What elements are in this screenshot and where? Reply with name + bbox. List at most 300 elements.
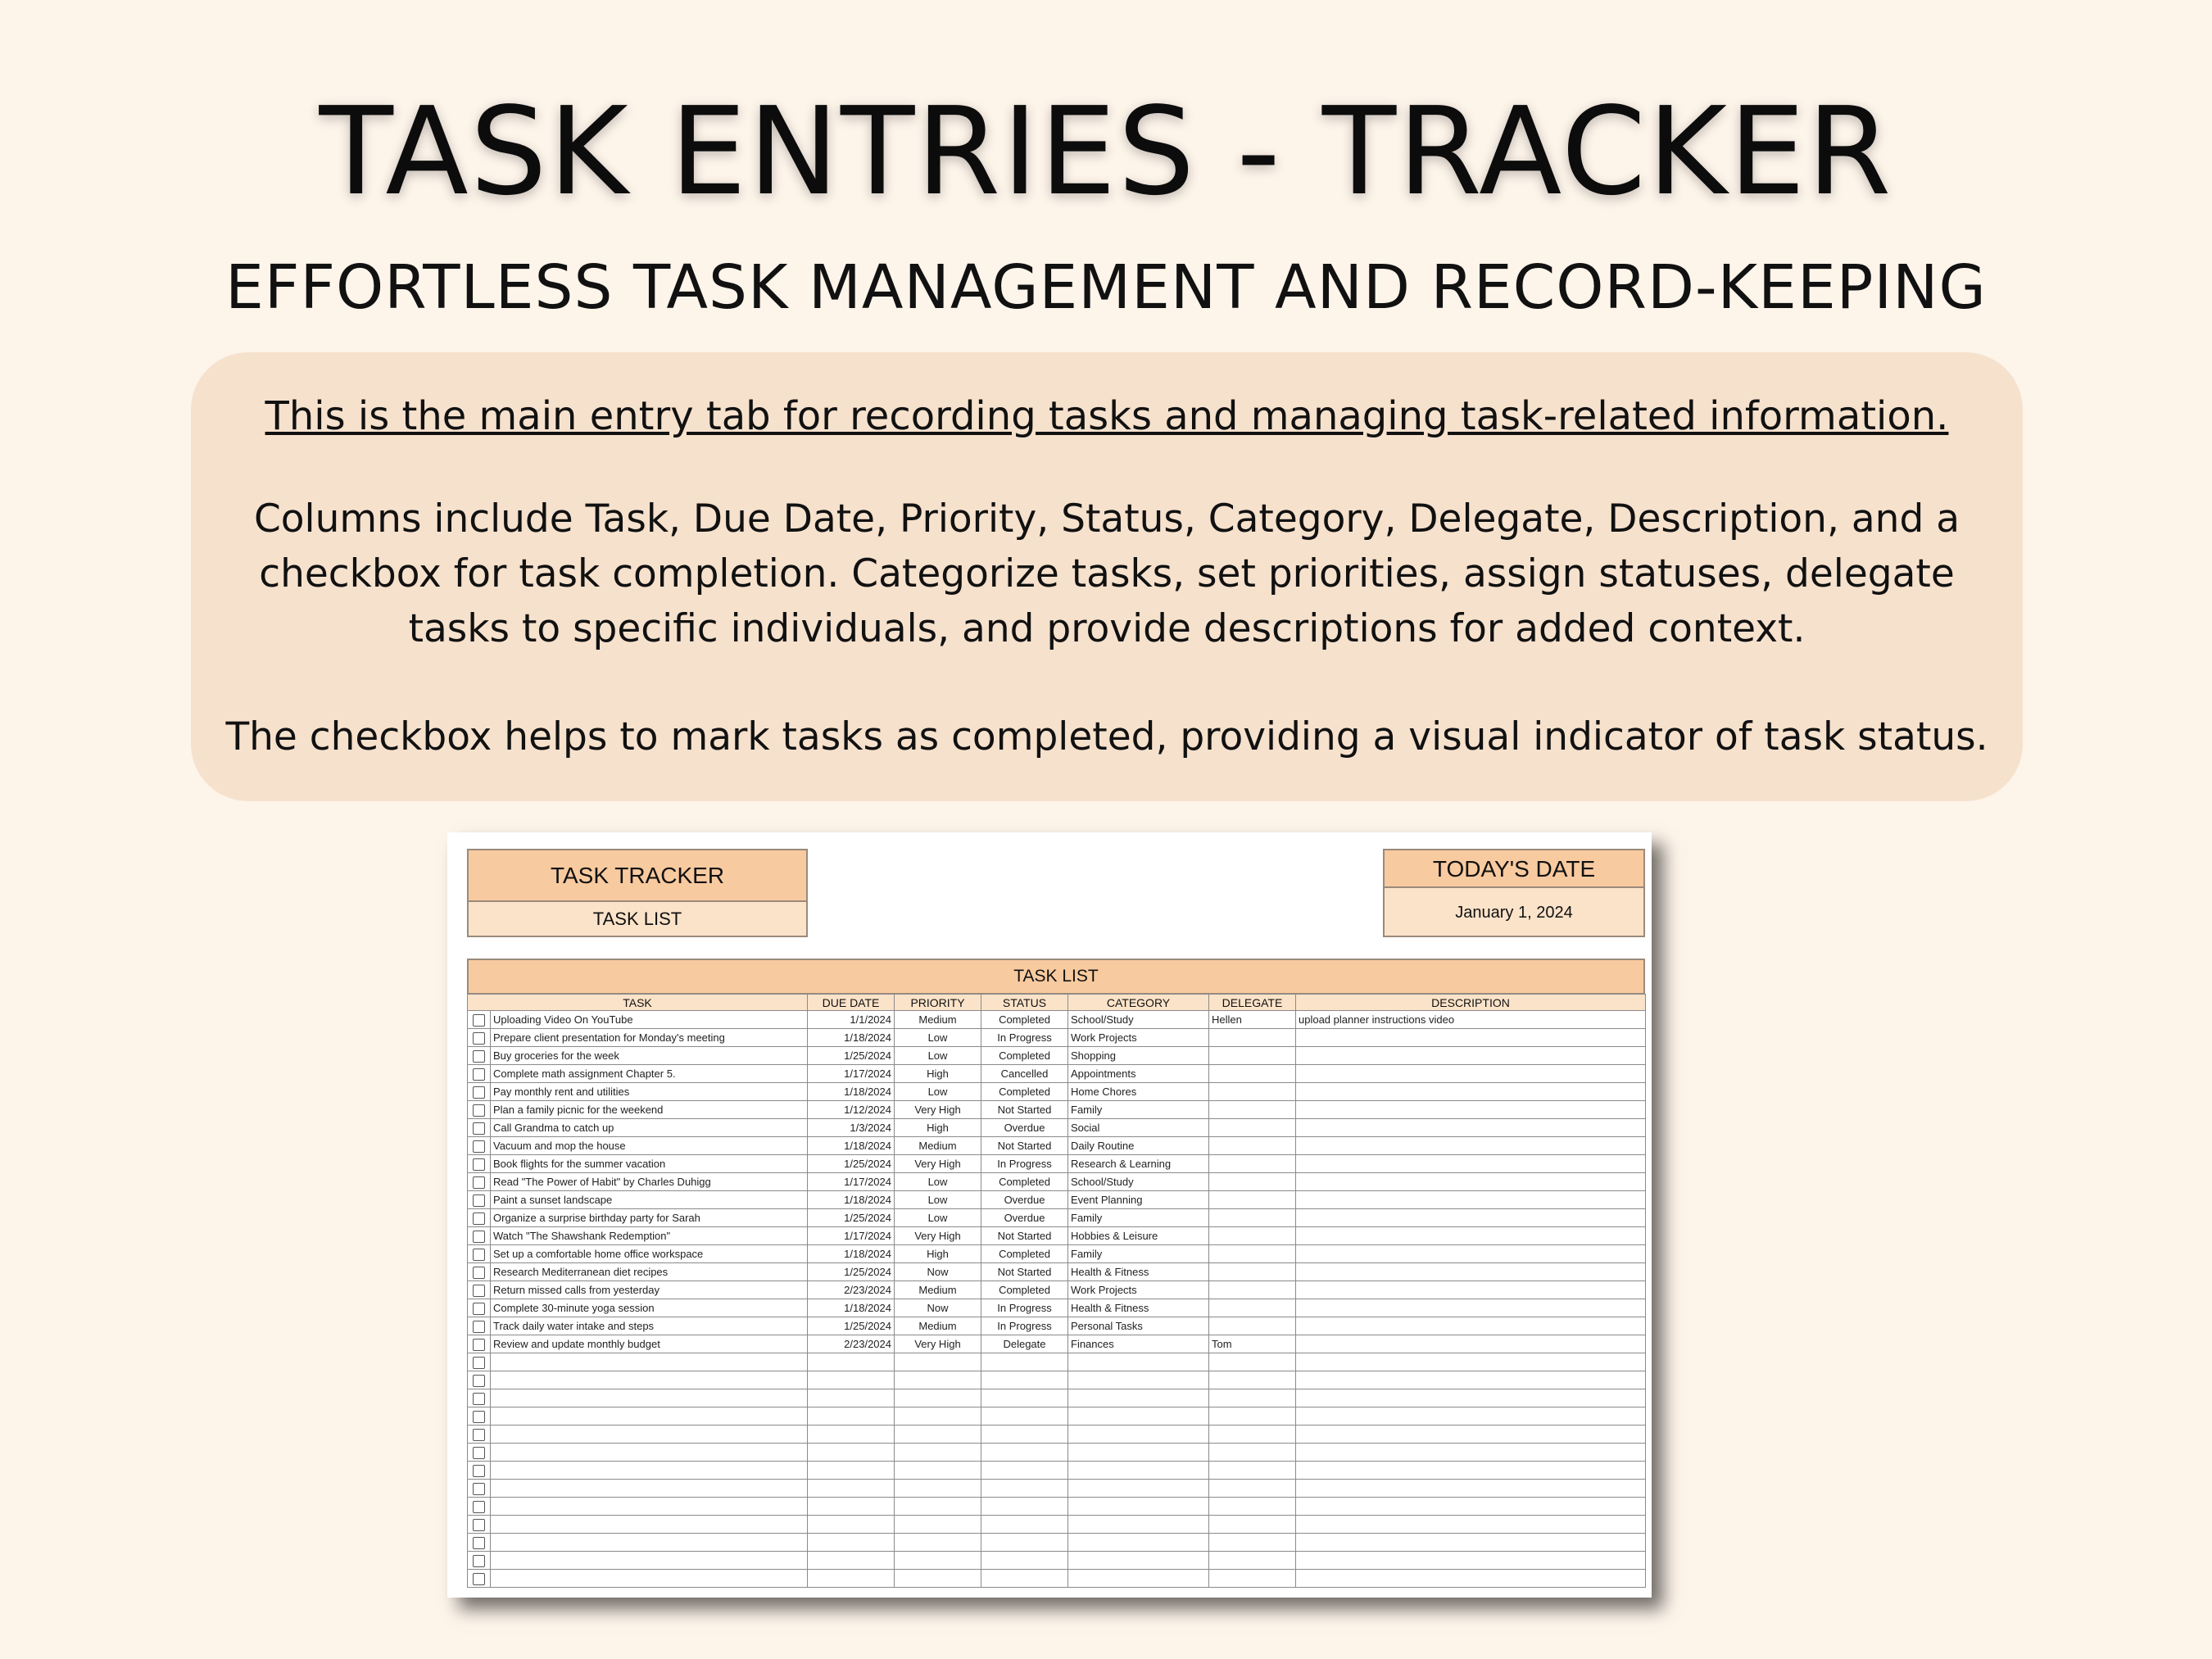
delegate-cell[interactable] [1209, 1353, 1296, 1371]
category-cell[interactable] [1068, 1534, 1209, 1552]
task-cell[interactable]: Track daily water intake and steps [491, 1317, 808, 1335]
completion-checkbox[interactable] [473, 1140, 485, 1153]
description-cell[interactable] [1296, 1101, 1646, 1119]
priority-cell[interactable]: High [895, 1065, 981, 1083]
category-cell[interactable] [1068, 1371, 1209, 1389]
completion-checkbox[interactable] [473, 1321, 485, 1333]
delegate-cell[interactable]: Tom [1209, 1335, 1296, 1353]
priority-cell[interactable]: Low [895, 1191, 981, 1209]
task-cell[interactable]: Complete 30-minute yoga session [491, 1299, 808, 1317]
today-date-label: TODAY'S DATE [1383, 849, 1645, 888]
completion-checkbox[interactable] [473, 1537, 485, 1549]
priority-cell[interactable]: Now [895, 1299, 981, 1317]
task-cell[interactable] [491, 1516, 808, 1534]
task-cell[interactable] [491, 1534, 808, 1552]
status-cell[interactable] [981, 1353, 1068, 1371]
delegate-cell[interactable] [1209, 1029, 1296, 1047]
due-date-cell[interactable]: 1/25/2024 [808, 1047, 895, 1065]
status-cell[interactable]: Overdue [981, 1119, 1068, 1137]
description-cell[interactable] [1296, 1480, 1646, 1498]
column-header-status: STATUS [981, 995, 1068, 1011]
completion-checkbox-cell [468, 1083, 491, 1101]
description-cell[interactable] [1296, 1462, 1646, 1480]
description-cell[interactable] [1296, 1299, 1646, 1317]
description-cell[interactable] [1296, 1173, 1646, 1191]
delegate-cell[interactable] [1209, 1498, 1296, 1516]
completion-checkbox[interactable] [473, 1339, 485, 1351]
completion-checkbox[interactable] [473, 1176, 485, 1189]
status-cell[interactable]: In Progress [981, 1029, 1068, 1047]
due-date-cell[interactable]: 1/18/2024 [808, 1191, 895, 1209]
delegate-cell[interactable] [1209, 1065, 1296, 1083]
priority-cell[interactable]: Very High [895, 1335, 981, 1353]
due-date-cell[interactable]: 1/18/2024 [808, 1299, 895, 1317]
status-cell[interactable] [981, 1480, 1068, 1498]
description-cell[interactable] [1296, 1570, 1646, 1588]
completion-checkbox-cell [468, 1444, 491, 1462]
task-cell[interactable]: Buy groceries for the week [491, 1047, 808, 1065]
task-cell[interactable]: Return missed calls from yesterday [491, 1281, 808, 1299]
task-cell[interactable] [491, 1552, 808, 1570]
status-cell[interactable]: Cancelled [981, 1065, 1068, 1083]
category-cell[interactable]: Hobbies & Leisure [1068, 1227, 1209, 1245]
task-cell[interactable] [491, 1371, 808, 1389]
delegate-cell[interactable] [1209, 1281, 1296, 1299]
status-cell[interactable]: In Progress [981, 1299, 1068, 1317]
due-date-cell[interactable]: 1/3/2024 [808, 1119, 895, 1137]
status-cell[interactable]: Delegate [981, 1335, 1068, 1353]
task-cell[interactable]: Read "The Power of Habit" by Charles Duhigg [491, 1173, 808, 1191]
description-cell[interactable] [1296, 1407, 1646, 1426]
status-cell[interactable]: In Progress [981, 1155, 1068, 1173]
status-cell[interactable]: Overdue [981, 1191, 1068, 1209]
delegate-cell[interactable] [1209, 1462, 1296, 1480]
priority-cell[interactable] [895, 1389, 981, 1407]
completion-checkbox-cell [468, 1353, 491, 1371]
priority-cell[interactable] [895, 1534, 981, 1552]
delegate-cell[interactable] [1209, 1101, 1296, 1119]
description-cell[interactable] [1296, 1227, 1646, 1245]
completion-checkbox[interactable] [473, 1465, 485, 1477]
completion-checkbox-cell [468, 1516, 491, 1534]
status-cell[interactable] [981, 1498, 1068, 1516]
priority-cell[interactable]: Low [895, 1029, 981, 1047]
due-date-cell[interactable]: 1/25/2024 [808, 1155, 895, 1173]
status-cell[interactable]: Overdue [981, 1209, 1068, 1227]
category-cell[interactable]: Daily Routine [1068, 1137, 1209, 1155]
completion-checkbox[interactable] [473, 1555, 485, 1567]
task-cell[interactable] [491, 1426, 808, 1444]
due-date-cell[interactable]: 1/25/2024 [808, 1317, 895, 1335]
category-cell[interactable] [1068, 1407, 1209, 1426]
due-date-cell[interactable]: 2/23/2024 [808, 1335, 895, 1353]
priority-cell[interactable]: Very High [895, 1101, 981, 1119]
completion-checkbox[interactable] [473, 1122, 485, 1135]
priority-cell[interactable] [895, 1462, 981, 1480]
status-cell[interactable]: In Progress [981, 1317, 1068, 1335]
delegate-cell[interactable] [1209, 1137, 1296, 1155]
empty-table-row [468, 1552, 1646, 1570]
status-cell[interactable] [981, 1407, 1068, 1426]
category-cell[interactable]: Family [1068, 1209, 1209, 1227]
due-date-cell[interactable]: 1/25/2024 [808, 1209, 895, 1227]
delegate-cell[interactable] [1209, 1426, 1296, 1444]
today-date-value[interactable]: January 1, 2024 [1383, 886, 1645, 937]
empty-table-row [468, 1371, 1646, 1389]
info-body-text: Columns include Task, Due Date, Priority, Status, Category, Delegate, Description, and a checkbox for task completion. Categorize tasks, set priorities, assign statuses, delegate tasks to specific individuals, and provide descriptions for added context. [253, 496, 1960, 651]
priority-cell[interactable] [895, 1407, 981, 1426]
description-cell[interactable] [1296, 1209, 1646, 1227]
completion-checkbox[interactable] [473, 1411, 485, 1423]
completion-checkbox[interactable] [473, 1014, 485, 1027]
priority-cell[interactable]: Low [895, 1173, 981, 1191]
task-cell[interactable] [491, 1570, 808, 1588]
category-cell[interactable]: Finances [1068, 1335, 1209, 1353]
completion-checkbox[interactable] [473, 1050, 485, 1063]
status-cell[interactable]: Not Started [981, 1101, 1068, 1119]
empty-table-row [468, 1534, 1646, 1552]
category-cell[interactable] [1068, 1389, 1209, 1407]
completion-checkbox-cell [468, 1245, 491, 1263]
completion-checkbox[interactable] [473, 1375, 485, 1387]
delegate-cell[interactable] [1209, 1444, 1296, 1462]
task-cell[interactable] [491, 1498, 808, 1516]
completion-checkbox-cell [468, 1209, 491, 1227]
category-cell[interactable]: Shopping [1068, 1047, 1209, 1065]
category-cell[interactable]: School/Study [1068, 1011, 1209, 1029]
delegate-cell[interactable] [1209, 1534, 1296, 1552]
delegate-cell[interactable] [1209, 1083, 1296, 1101]
empty-table-row [468, 1516, 1646, 1534]
description-cell[interactable] [1296, 1245, 1646, 1263]
description-cell[interactable]: upload planner instructions video [1296, 1011, 1646, 1029]
delegate-cell[interactable] [1209, 1480, 1296, 1498]
delegate-cell[interactable] [1209, 1119, 1296, 1137]
info-lead-text: This is the main entry tab for recording tasks and managing task-related information. [265, 393, 1949, 439]
priority-cell[interactable] [895, 1480, 981, 1498]
category-cell[interactable]: School/Study [1068, 1173, 1209, 1191]
due-date-cell[interactable]: 1/18/2024 [808, 1083, 895, 1101]
description-cell[interactable] [1296, 1389, 1646, 1407]
delegate-cell[interactable] [1209, 1317, 1296, 1335]
description-cell[interactable] [1296, 1371, 1646, 1389]
description-cell[interactable] [1296, 1317, 1646, 1335]
due-date-cell[interactable] [808, 1407, 895, 1426]
status-cell[interactable] [981, 1444, 1068, 1462]
tracker-title: TASK TRACKER [467, 849, 808, 902]
description-cell[interactable] [1296, 1552, 1646, 1570]
due-date-cell[interactable] [808, 1462, 895, 1480]
completion-checkbox[interactable] [473, 1086, 485, 1099]
due-date-cell[interactable] [808, 1371, 895, 1389]
category-cell[interactable] [1068, 1552, 1209, 1570]
status-cell[interactable] [981, 1389, 1068, 1407]
priority-cell[interactable] [895, 1353, 981, 1371]
delegate-cell[interactable] [1209, 1047, 1296, 1065]
due-date-cell[interactable]: 1/18/2024 [808, 1245, 895, 1263]
priority-cell[interactable] [895, 1570, 981, 1588]
priority-cell[interactable]: Medium [895, 1317, 981, 1335]
due-date-cell[interactable]: 1/17/2024 [808, 1065, 895, 1083]
status-cell[interactable] [981, 1371, 1068, 1389]
table-row [468, 1317, 1646, 1335]
task-cell[interactable]: Organize a surprise birthday party for Sarah [491, 1209, 808, 1227]
completion-checkbox[interactable] [473, 1068, 485, 1081]
priority-cell[interactable] [895, 1552, 981, 1570]
due-date-cell[interactable]: 1/25/2024 [808, 1263, 895, 1281]
category-cell[interactable] [1068, 1462, 1209, 1480]
status-cell[interactable]: Not Started [981, 1227, 1068, 1245]
status-cell[interactable]: Completed [981, 1047, 1068, 1065]
status-cell[interactable]: Completed [981, 1173, 1068, 1191]
due-date-cell[interactable]: 1/17/2024 [808, 1173, 895, 1191]
completion-checkbox-cell [468, 1480, 491, 1498]
table-row [468, 1083, 1646, 1101]
category-cell[interactable]: Health & Fitness [1068, 1299, 1209, 1317]
category-cell[interactable]: Health & Fitness [1068, 1263, 1209, 1281]
table-header-row [468, 995, 1646, 1011]
category-cell[interactable]: Appointments [1068, 1065, 1209, 1083]
completion-checkbox[interactable] [473, 1393, 485, 1405]
description-cell[interactable] [1296, 1137, 1646, 1155]
category-cell[interactable]: Family [1068, 1245, 1209, 1263]
description-cell[interactable] [1296, 1191, 1646, 1209]
completion-checkbox[interactable] [473, 1429, 485, 1441]
due-date-cell[interactable] [808, 1552, 895, 1570]
completion-checkbox[interactable] [473, 1194, 485, 1207]
delegate-cell[interactable] [1209, 1371, 1296, 1389]
priority-cell[interactable]: Very High [895, 1155, 981, 1173]
task-cell[interactable]: Prepare client presentation for Monday's meeting [491, 1029, 808, 1047]
due-date-cell[interactable] [808, 1353, 895, 1371]
category-cell[interactable]: Work Projects [1068, 1029, 1209, 1047]
empty-table-row [468, 1407, 1646, 1426]
completion-checkbox-cell [468, 1191, 491, 1209]
due-date-cell[interactable] [808, 1498, 895, 1516]
task-cell[interactable]: Research Mediterranean diet recipes [491, 1263, 808, 1281]
task-cell[interactable] [491, 1480, 808, 1498]
description-cell[interactable] [1296, 1444, 1646, 1462]
task-cell[interactable] [491, 1462, 808, 1480]
empty-table-row [468, 1498, 1646, 1516]
completion-checkbox-cell [468, 1498, 491, 1516]
description-cell[interactable] [1296, 1335, 1646, 1353]
delegate-cell[interactable] [1209, 1173, 1296, 1191]
task-cell[interactable]: Complete math assignment Chapter 5. [491, 1065, 808, 1083]
due-date-cell[interactable]: 1/17/2024 [808, 1227, 895, 1245]
description-cell[interactable] [1296, 1534, 1646, 1552]
completion-checkbox[interactable] [473, 1032, 485, 1045]
completion-checkbox-cell [468, 1029, 491, 1047]
completion-checkbox[interactable] [473, 1104, 485, 1117]
priority-cell[interactable] [895, 1516, 981, 1534]
delegate-cell[interactable] [1209, 1245, 1296, 1263]
due-date-cell[interactable] [808, 1516, 895, 1534]
category-cell[interactable] [1068, 1480, 1209, 1498]
completion-checkbox[interactable] [473, 1285, 485, 1297]
completion-checkbox[interactable] [473, 1213, 485, 1225]
page-subtitle: EFFORTLESS TASK MANAGEMENT AND RECORD-KEEPING [225, 252, 1987, 323]
due-date-cell[interactable]: 2/23/2024 [808, 1281, 895, 1299]
completion-checkbox[interactable] [473, 1447, 485, 1459]
table-row [468, 1173, 1646, 1191]
task-cell[interactable]: Vacuum and mop the house [491, 1137, 808, 1155]
completion-checkbox-cell [468, 1011, 491, 1029]
priority-cell[interactable]: Medium [895, 1011, 981, 1029]
delegate-cell[interactable] [1209, 1299, 1296, 1317]
category-cell[interactable]: Work Projects [1068, 1281, 1209, 1299]
task-cell[interactable] [491, 1389, 808, 1407]
column-header-description: DESCRIPTION [1296, 995, 1646, 1011]
due-date-cell[interactable] [808, 1570, 895, 1588]
description-cell[interactable] [1296, 1155, 1646, 1173]
due-date-cell[interactable] [808, 1444, 895, 1462]
tracker-subtitle: TASK LIST [467, 900, 808, 937]
category-cell[interactable] [1068, 1426, 1209, 1444]
status-cell[interactable] [981, 1552, 1068, 1570]
delegate-cell[interactable] [1209, 1552, 1296, 1570]
description-cell[interactable] [1296, 1065, 1646, 1083]
description-cell[interactable] [1296, 1353, 1646, 1371]
category-cell[interactable] [1068, 1444, 1209, 1462]
due-date-cell[interactable]: 1/18/2024 [808, 1029, 895, 1047]
priority-cell[interactable] [895, 1444, 981, 1462]
task-cell[interactable]: Plan a family picnic for the weekend [491, 1101, 808, 1119]
category-cell[interactable]: Event Planning [1068, 1191, 1209, 1209]
priority-cell[interactable]: Low [895, 1209, 981, 1227]
completion-checkbox-cell [468, 1047, 491, 1065]
description-cell[interactable] [1296, 1083, 1646, 1101]
priority-cell[interactable]: Now [895, 1263, 981, 1281]
status-cell[interactable]: Completed [981, 1011, 1068, 1029]
delegate-cell[interactable] [1209, 1191, 1296, 1209]
status-cell[interactable] [981, 1516, 1068, 1534]
category-cell[interactable]: Family [1068, 1101, 1209, 1119]
task-table-body [468, 1011, 1646, 1588]
due-date-cell[interactable]: 1/1/2024 [808, 1011, 895, 1029]
task-cell[interactable]: Uploading Video On YouTube [491, 1011, 808, 1029]
due-date-cell[interactable]: 1/18/2024 [808, 1137, 895, 1155]
description-cell[interactable] [1296, 1516, 1646, 1534]
status-cell[interactable] [981, 1426, 1068, 1444]
delegate-cell[interactable] [1209, 1209, 1296, 1227]
delegate-cell[interactable] [1209, 1227, 1296, 1245]
delegate-cell[interactable] [1209, 1407, 1296, 1426]
due-date-cell[interactable] [808, 1389, 895, 1407]
priority-cell[interactable]: High [895, 1245, 981, 1263]
status-cell[interactable]: Not Started [981, 1137, 1068, 1155]
priority-cell[interactable]: High [895, 1119, 981, 1137]
description-cell[interactable] [1296, 1498, 1646, 1516]
due-date-cell[interactable]: 1/12/2024 [808, 1101, 895, 1119]
status-cell[interactable]: Not Started [981, 1263, 1068, 1281]
priority-cell[interactable]: Low [895, 1083, 981, 1101]
completion-checkbox-cell [468, 1119, 491, 1137]
priority-cell[interactable]: Medium [895, 1137, 981, 1155]
task-cell[interactable]: Pay monthly rent and utilities [491, 1083, 808, 1101]
completion-checkbox[interactable] [473, 1303, 485, 1315]
completion-checkbox-cell [468, 1299, 491, 1317]
completion-checkbox[interactable] [473, 1573, 485, 1585]
task-cell[interactable]: Review and update monthly budget [491, 1335, 808, 1353]
completion-checkbox-cell [468, 1065, 491, 1083]
description-cell[interactable] [1296, 1029, 1646, 1047]
completion-checkbox[interactable] [473, 1249, 485, 1261]
category-cell[interactable]: Social [1068, 1119, 1209, 1137]
task-cell[interactable]: Paint a sunset landscape [491, 1191, 808, 1209]
category-cell[interactable]: Personal Tasks [1068, 1317, 1209, 1335]
delegate-cell[interactable] [1209, 1570, 1296, 1588]
description-cell[interactable] [1296, 1281, 1646, 1299]
description-cell[interactable] [1296, 1263, 1646, 1281]
priority-cell[interactable]: Low [895, 1047, 981, 1065]
task-cell[interactable]: Set up a comfortable home office workspace [491, 1245, 808, 1263]
task-cell[interactable]: Call Grandma to catch up [491, 1119, 808, 1137]
status-cell[interactable]: Completed [981, 1083, 1068, 1101]
status-cell[interactable] [981, 1534, 1068, 1552]
priority-cell[interactable] [895, 1426, 981, 1444]
status-cell[interactable] [981, 1570, 1068, 1588]
completion-checkbox[interactable] [473, 1519, 485, 1531]
delegate-cell[interactable] [1209, 1155, 1296, 1173]
category-cell[interactable] [1068, 1570, 1209, 1588]
category-cell[interactable]: Home Chores [1068, 1083, 1209, 1101]
task-cell[interactable] [491, 1407, 808, 1426]
due-date-cell[interactable] [808, 1534, 895, 1552]
column-header-category: CATEGORY [1068, 995, 1209, 1011]
delegate-cell[interactable] [1209, 1263, 1296, 1281]
priority-cell[interactable] [895, 1371, 981, 1389]
table-row [468, 1191, 1646, 1209]
delegate-cell[interactable]: Hellen [1209, 1011, 1296, 1029]
due-date-cell[interactable] [808, 1480, 895, 1498]
priority-cell[interactable]: Medium [895, 1281, 981, 1299]
category-cell[interactable] [1068, 1353, 1209, 1371]
table-row [468, 1137, 1646, 1155]
delegate-cell[interactable] [1209, 1389, 1296, 1407]
delegate-cell[interactable] [1209, 1516, 1296, 1534]
task-cell[interactable] [491, 1444, 808, 1462]
due-date-cell[interactable] [808, 1426, 895, 1444]
category-cell[interactable] [1068, 1498, 1209, 1516]
page-title: TASK ENTRIES - TRACKER [319, 81, 1893, 222]
task-cell[interactable] [491, 1353, 808, 1371]
task-cell[interactable]: Watch "The Shawshank Redemption" [491, 1227, 808, 1245]
completion-checkbox[interactable] [473, 1158, 485, 1171]
status-cell[interactable] [981, 1462, 1068, 1480]
completion-checkbox[interactable] [473, 1267, 485, 1279]
description-cell[interactable] [1296, 1426, 1646, 1444]
task-table [467, 994, 1646, 1588]
completion-checkbox[interactable] [473, 1483, 485, 1495]
table-row [468, 1011, 1646, 1029]
category-cell[interactable] [1068, 1516, 1209, 1534]
table-row [468, 1335, 1646, 1353]
description-cell[interactable] [1296, 1047, 1646, 1065]
status-cell[interactable]: Completed [981, 1281, 1068, 1299]
completion-checkbox[interactable] [473, 1231, 485, 1243]
priority-cell[interactable]: Very High [895, 1227, 981, 1245]
category-cell[interactable]: Research & Learning [1068, 1155, 1209, 1173]
description-cell[interactable] [1296, 1119, 1646, 1137]
task-cell[interactable]: Book flights for the summer vacation [491, 1155, 808, 1173]
status-cell[interactable]: Completed [981, 1245, 1068, 1263]
table-row [468, 1227, 1646, 1245]
completion-checkbox[interactable] [473, 1501, 485, 1513]
completion-checkbox[interactable] [473, 1357, 485, 1369]
completion-checkbox-cell [468, 1371, 491, 1389]
priority-cell[interactable] [895, 1498, 981, 1516]
